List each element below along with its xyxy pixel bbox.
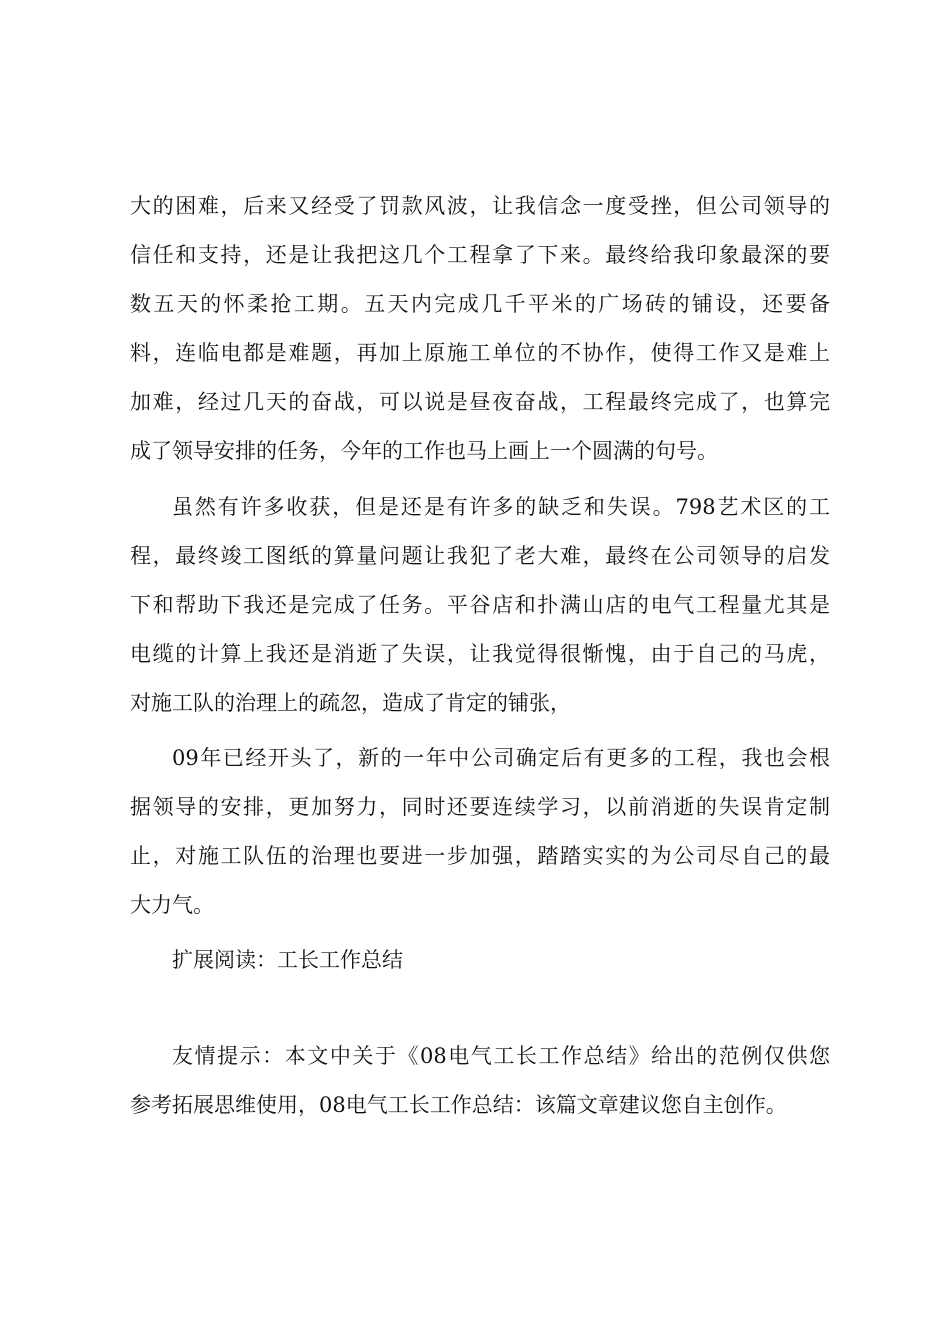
text-line: 电缆的计算上我还是消逝了失误，让我觉得很惭愧，由于自己的马虎， [130, 642, 830, 666]
extended-reading: 扩展阅读：工长工作总结 [172, 948, 403, 972]
text-line: 据领导的安排，更加努力，同时还要连续学习，以前消逝的失误肯定制 [130, 795, 830, 819]
text-line: 数五天的怀柔抢工期。五天内完成几千平米的广场砖的铺设，还要备 [130, 292, 830, 316]
text-line: 参考拓展思维使用，08电气工长工作总结：该篇文章建议您自主创作。 [130, 1093, 787, 1117]
text-line: 下和帮助下我还是完成了任务。平谷店和扑满山店的电气工程量尤其是 [130, 593, 830, 617]
text-line: 对施工队的治理上的疏忽，造成了肯定的铺张， [130, 691, 571, 715]
text-line: 虽然有许多收获，但是还是有许多的缺乏和失误。798艺术区的工 [172, 495, 830, 519]
text-line: 信任和支持，还是让我把这几个工程拿了下来。最终给我印象最深的要 [130, 243, 830, 267]
text-line: 大力气。 [130, 893, 214, 917]
text-line: 料，连临电都是难题，再加上原施工单位的不协作，使得工作又是难上 [130, 341, 830, 365]
text-line: 加难，经过几天的奋战，可以说是昼夜奋战，工程最终完成了，也算完 [130, 390, 830, 414]
text-line: 大的困难，后来又经受了罚款风波，让我信念一度受挫，但公司领导的 [130, 194, 830, 218]
text-line: 程，最终竣工图纸的算量问题让我犯了老大难，最终在公司领导的启发 [130, 544, 830, 568]
text-line: 友情提示：本文中关于《08电气工长工作总结》给出的范例仅供您 [172, 1044, 830, 1068]
text-line: 止，对施工队伍的治理也要进一步加强，踏踏实实的为公司尽自己的最 [130, 844, 830, 868]
text-line: 09年已经开头了，新的一年中公司确定后有更多的工程，我也会根 [172, 746, 830, 770]
text-line: 成了领导安排的任务，今年的工作也马上画上一个圆满的句号。 [130, 439, 718, 463]
